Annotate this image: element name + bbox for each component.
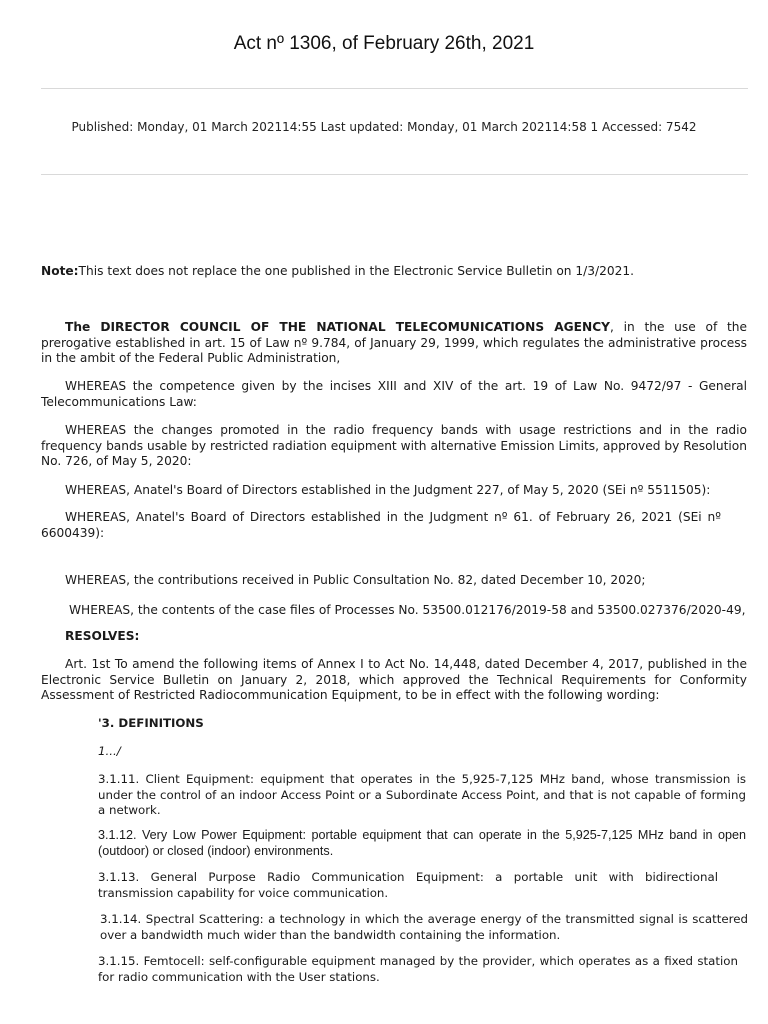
document-title: Act nº 1306, of February 26th, 2021 <box>233 33 535 54</box>
publication-metadata: Published: Monday, 01 March 202114:55 Last updated: Monday, 01 March 202114:58 1 Accessed: 7542 <box>71 120 697 134</box>
definitions-heading <box>98 716 746 732</box>
intro-paragraph <box>41 320 747 367</box>
whereas-paragraph-5: WHEREAS, the contributions received in Public Consultation No. 82, dated December 10, 2020; <box>65 573 646 587</box>
bottom-divider <box>41 174 748 175</box>
whereas-paragraph-6: WHEREAS, the contents of the case files of Processes No. 53500.012176/2019-58 and 53500.027376/2020-49, <box>69 603 746 617</box>
definitions-heading-text: '3. DEFINITIONS <box>98 716 204 730</box>
whereas-paragraph-2: WHEREAS the changes promoted in the radio frequency bands with usage restrictions and in the radio frequency bands usable by restricted radiation equipment with alternative Emission Limits, approved by Resolution No. 726, of May 5, 2020: <box>41 423 747 469</box>
ellipsis-marker: 1.../ <box>98 744 121 758</box>
note-paragraph <box>41 264 747 280</box>
whereas-paragraph-4: WHEREAS, Anatel's Board of Directors established in the Judgment nº 61. of February 26, 2021 (SEi nº 6600439): <box>41 510 721 540</box>
whereas-paragraph-1: WHEREAS the competence given by the incises XIII and XIV of the art. 19 of Law No. 9472/97 - General Telecommunications Law: <box>41 379 747 409</box>
whereas-paragraph-3: WHEREAS, Anatel's Board of Directors established in the Judgment 227, of May 5, 2020 (SEi nº 5511505): <box>65 483 711 497</box>
definition-3-1-14: 3.1.14. Spectral Scattering: a technology in which the average energy of the transmitted signal is scattered over a bandwidth much wider than the bandwidth containing the information. <box>100 912 748 942</box>
definition-3-1-15: 3.1.15. Femtocell: self-configurable equipment managed by the provider, which operates as a fixed station for radio communication with the User stations. <box>98 954 738 984</box>
note-label: Note: <box>41 264 79 278</box>
definition-3-1-12: 3.1.12. Very Low Power Equipment: portable equipment that can operate in the 5,925-7,125 MHz band in open (outdoor) or closed (indoor) environments. <box>98 828 746 858</box>
resolves-heading <box>41 629 747 645</box>
article-1-paragraph: Art. 1st To amend the following items of Annex I to Act No. 14,448, dated December 4, 2017, published in the Electronic Service Bulletin on January 2, 2018, which approved the Technical Requirements for Conformity Assessment of Restricted Radiocommunication Equipment, to be in effect with the following wording: <box>41 657 747 703</box>
intro-text: , in the use of the prerogative established in art. 15 of Law nº 9.784, of January 29, 1999, which regulates the administrative process in the ambit of the Federal Public Administration, <box>41 320 747 366</box>
note-text: This text does not replace the one published in the Electronic Service Bulletin on 1/3/2021. <box>78 264 634 278</box>
definition-3-1-11: 3.1.11. Client Equipment: equipment that operates in the 5,925-7,125 MHz band, whose transmission is under the control of an indoor Access Point or a Subordinate Access Point, and that is not capable of forming a network. <box>98 772 746 818</box>
definition-3-1-13: 3.1.13. General Purpose Radio Communication Equipment: a portable unit with bidirectional transmission capability for voice communication. <box>98 870 718 900</box>
resolves-label: RESOLVES: <box>65 629 140 643</box>
top-divider <box>41 88 748 89</box>
intro-agency-name: The DIRECTOR COUNCIL OF THE NATIONAL TELECOMUNICATIONS AGENCY <box>65 320 610 334</box>
